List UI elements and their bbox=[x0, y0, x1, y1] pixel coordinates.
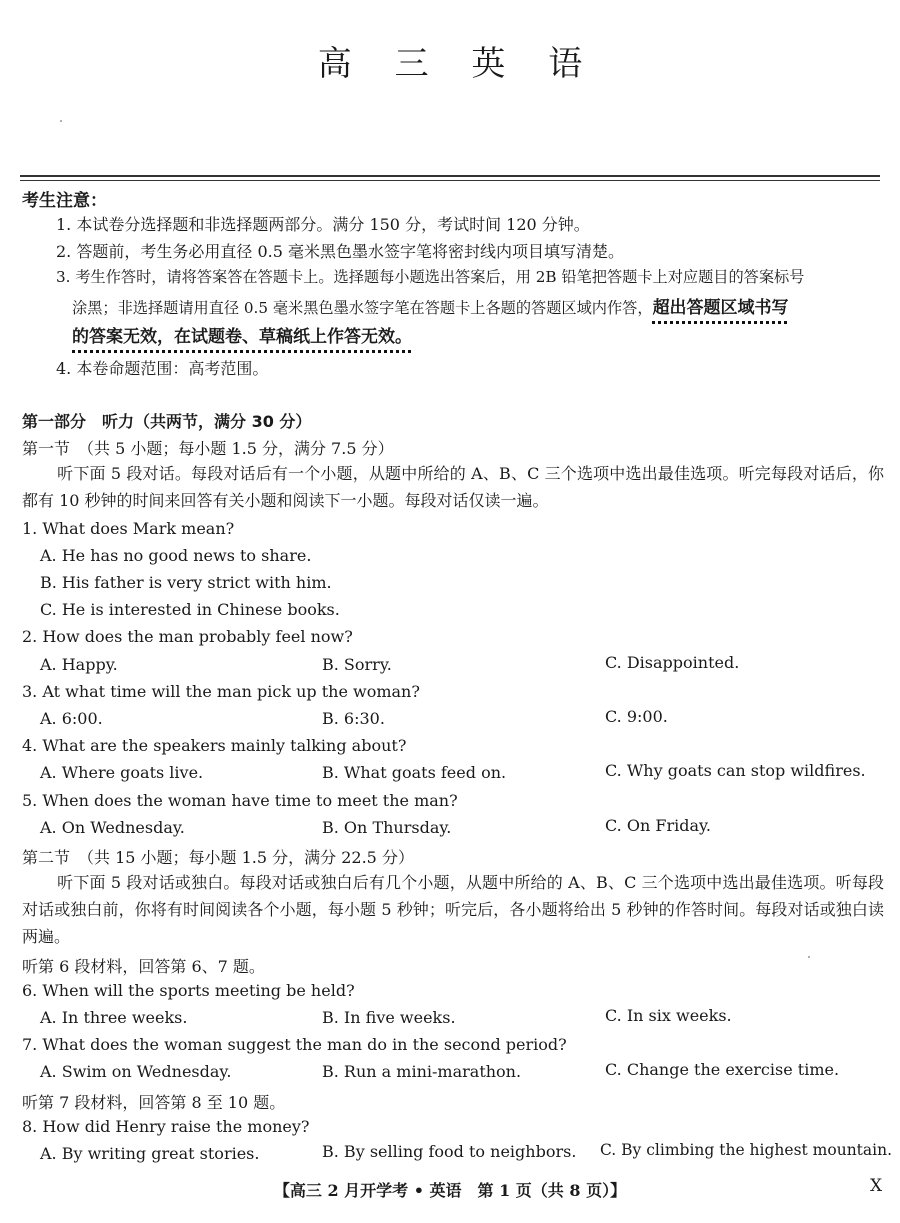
part1-heading: 第一部分 听力（共两节，满分 30 分） bbox=[22, 412, 312, 431]
question-8-option-a: A. By writing great stories. bbox=[40, 1144, 260, 1163]
section2-heading: 第二节 （共 15 小题；每小题 1.5 分，满分 22.5 分） bbox=[22, 848, 414, 867]
question-1-option-b: B. His father is very strict with him. bbox=[40, 573, 332, 592]
notice-item-3-emphasis-2: 的答案无效，在试题卷、草稿纸上作答无效。 bbox=[72, 327, 412, 347]
question-4-stem: 4. What are the speakers mainly talking about? bbox=[22, 736, 407, 755]
question-5-option-a: A. On Wednesday. bbox=[40, 818, 185, 837]
question-2-option-c: C. Disappointed. bbox=[605, 653, 740, 672]
question-8-option-b: B. By selling food to neighbors. bbox=[322, 1142, 577, 1161]
notice-item-3-plain: 涂黑；非选择题请用直径 0.5 毫米黑色墨水签字笔在答题卡上各题的答题区域内作答， bbox=[72, 299, 653, 317]
footer-mark: X bbox=[870, 1176, 883, 1196]
question-1-option-a: A. He has no good news to share. bbox=[40, 546, 312, 565]
question-6-option-c: C. In six weeks. bbox=[605, 1006, 732, 1025]
notice-heading: 考生注意： bbox=[22, 191, 107, 211]
question-4-option-c: C. Why goats can stop wildfires. bbox=[605, 761, 866, 780]
question-1-stem: 1. What does Mark mean? bbox=[22, 519, 235, 538]
section1-instruction bbox=[22, 460, 884, 514]
section1-instruction-text: 听下面 5 段对话。每段对话后有一个小题，从题中所给的 A、B、C 三个选项中选出最佳选项。听完每段对话后，你都有 10 秒钟的时间来回答有关小题和阅读下一小题。每段对话仅读一遍。 bbox=[22, 464, 884, 510]
question-5-option-b: B. On Thursday. bbox=[322, 818, 452, 837]
question-6-option-b: B. In five weeks. bbox=[322, 1008, 456, 1027]
material-7-instruction: 听第 7 段材料，回答第 8 至 10 题。 bbox=[22, 1093, 286, 1112]
question-3-option-c: C. 9:00. bbox=[605, 707, 668, 726]
section1-heading: 第一节 （共 5 小题；每小题 1.5 分，满分 7.5 分） bbox=[22, 439, 394, 458]
notice-item-2: 2. 答题前，考生务必用直径 0.5 毫米黑色墨水签字笔将密封线内项目填写清楚。 bbox=[56, 242, 624, 261]
page-title: 高 三 英 语 bbox=[317, 44, 599, 84]
question-6-option-a: A. In three weeks. bbox=[40, 1008, 188, 1027]
question-5-option-c: C. On Friday. bbox=[605, 816, 711, 835]
notice-item-1: 1. 本试卷分选择题和非选择题两部分。满分 150 分，考试时间 120 分钟。 bbox=[56, 215, 590, 234]
question-1-option-c: C. He is interested in Chinese books. bbox=[40, 600, 340, 619]
question-3-stem: 3. At what time will the man pick up the woman? bbox=[22, 682, 420, 701]
question-8-option-c: C. By climbing the highest mountain. bbox=[600, 1141, 893, 1159]
question-4-option-b: B. What goats feed on. bbox=[322, 763, 507, 782]
question-7-option-c: C. Change the exercise time. bbox=[605, 1060, 840, 1079]
question-3-option-b: B. 6:30. bbox=[322, 709, 385, 728]
notice-item-3-emphasis-1: 超出答题区域书写 bbox=[652, 298, 789, 318]
question-7-option-a: A. Swim on Wednesday. bbox=[40, 1062, 232, 1081]
notice-item-4: 4. 本卷命题范围：高考范围。 bbox=[56, 359, 269, 378]
section2-instruction bbox=[22, 869, 884, 950]
header-rule-thin bbox=[20, 180, 880, 181]
question-3-option-a: A. 6:00. bbox=[40, 709, 103, 728]
question-5-stem: 5. When does the woman have time to meet the man? bbox=[22, 791, 458, 810]
material-6-instruction: 听第 6 段材料，回答第 6、7 题。 bbox=[22, 957, 265, 976]
notice-item-3-line-1: 3. 考生作答时，请将答案答在答题卡上。选择题每小题选出答案后，用 2B 铅笔把答题卡上对应题目的答案标号 bbox=[56, 268, 805, 286]
header-rule-thick bbox=[20, 175, 880, 177]
question-7-stem: 7. What does the woman suggest the man do in the second period? bbox=[22, 1035, 567, 1054]
question-2-stem: 2. How does the man probably feel now? bbox=[22, 627, 353, 646]
scan-speck bbox=[808, 956, 810, 958]
question-7-option-b: B. Run a mini-marathon. bbox=[322, 1062, 522, 1081]
question-6-stem: 6. When will the sports meeting be held? bbox=[22, 981, 355, 1000]
notice-item-3-line-2 bbox=[72, 293, 789, 318]
scan-speck bbox=[60, 120, 62, 122]
question-2-option-a: A. Happy. bbox=[40, 655, 118, 674]
question-8-stem: 8. How did Henry raise the money? bbox=[22, 1117, 310, 1136]
question-2-option-b: B. Sorry. bbox=[322, 655, 392, 674]
notice-item-3-line-3 bbox=[72, 322, 412, 347]
page-footer: 【高三 2 月开学考 • 英语 第 1 页（共 8 页）】 bbox=[273, 1181, 627, 1200]
section2-instruction-text: 听下面 5 段对话或独白。每段对话或独白后有几个小题，从题中所给的 A、B、C 三个选项中选出最佳选项。听每段对话或独白前，你将有时间阅读各个小题，每小题 5 秒钟；听完后，各小题将给出 5 秒钟的作答时间。每段对话或独白读两遍。 bbox=[22, 873, 884, 946]
question-4-option-a: A. Where goats live. bbox=[40, 763, 204, 782]
